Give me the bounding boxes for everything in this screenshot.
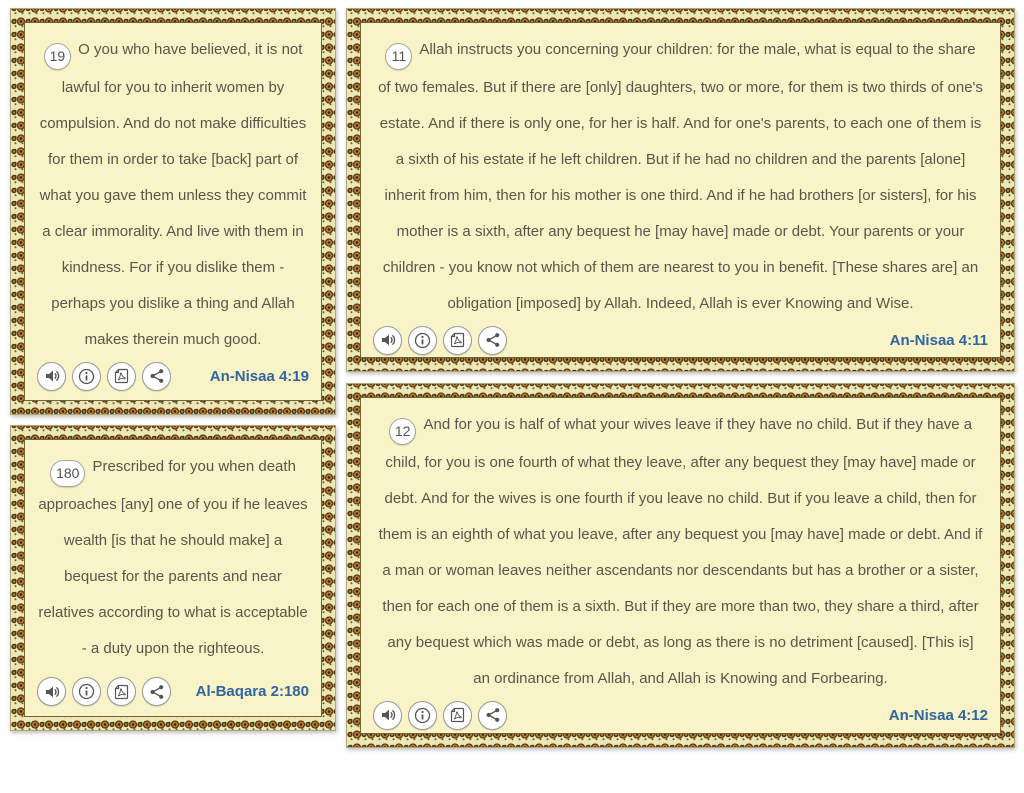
pdf-icon[interactable] [107, 677, 136, 706]
verse-number-badge[interactable]: 11 [385, 43, 412, 70]
info-icon[interactable] [408, 326, 437, 355]
verse-body: Prescribed for you when death approaches [any] one of you if he leaves wealth [is that he should make] a bequest for the parents and near relatives according to what is acceptable - a duty upon the righteous. [38, 458, 308, 657]
pdf-icon[interactable] [107, 362, 136, 391]
pdf-icon[interactable] [443, 326, 472, 355]
card-footer [361, 697, 1000, 740]
share-icon[interactable] [478, 701, 507, 730]
verse-text [361, 398, 1000, 697]
speaker-icon[interactable] [37, 677, 66, 706]
verse-reference-link[interactable]: An-Nisaa 4:12 [888, 706, 988, 724]
verse-card-2-180 [10, 425, 336, 731]
verse-card-inner [360, 397, 1001, 734]
info-icon[interactable] [72, 677, 101, 706]
card-footer [25, 673, 321, 716]
verse-reference-link[interactable]: An-Nisaa 4:19 [209, 367, 309, 385]
speaker-icon[interactable] [37, 362, 66, 391]
card-footer [25, 358, 321, 401]
verse-card-inner [360, 22, 1001, 358]
verse-reference-link[interactable]: Al-Baqara 2:180 [195, 683, 309, 700]
share-icon[interactable] [142, 362, 171, 391]
verse-card-inner [24, 439, 322, 717]
icon-row [373, 326, 507, 355]
share-icon[interactable] [142, 677, 171, 706]
verse-text [25, 440, 321, 667]
icon-row [373, 701, 507, 730]
info-icon[interactable] [408, 701, 437, 730]
verse-card-4-19 [10, 8, 336, 415]
verse-card-inner [24, 22, 322, 401]
verse-reference-link[interactable]: An-Nisaa 4:11 [889, 331, 988, 349]
icon-row [37, 677, 171, 706]
card-footer [361, 322, 1000, 365]
speaker-icon[interactable] [373, 326, 402, 355]
verse-number-badge[interactable]: 180 [50, 460, 85, 487]
verse-card-4-11 [346, 8, 1015, 372]
verse-text [25, 23, 321, 358]
verse-number-badge[interactable]: 12 [389, 418, 417, 445]
verse-body: And for you is half of what your wives leave if they have no child. But if they have a child, for you is one fourth of what they leave, after any bequest they [may have] made or debt. And for the wives is one fourth if you leave no child. But if you leave a child, then for them is an eighth of what you leave, after any bequest you [may have] made or debt. And if a man or woman leaves neither ascendants nor descendants but has a brother or a sister, then for each one of them is a sixth. But if they are more than two, they share a third, after any bequest which was made or debt, as long as there is no detriment [caused]. [This is] an ordinance from Allah, and Allah is Knowing and Forbearing. [378, 416, 983, 687]
verse-card-4-12 [346, 383, 1015, 748]
verse-body: Allah instructs you concerning your children: for the male, what is equal to the share of two females. But if there are [only] daughters, two or more, for them is two thirds of one's estate. And if there is only one, for her is half. And for one's parents, to each one of them is a sixth of his estate if he left children. But if he had no children and the parents [alone] inherit from him, then for his mother is one third. And if he had brothers [or sisters], for his mother is a sixth, after any bequest he [may have] made or debt. Your parents or your children - you know not which of them are nearest to you in benefit. [These shares are] an obligation [imposed] by Allah. Indeed, Allah is ever Knowing and Wise. [378, 41, 983, 312]
icon-row [37, 362, 171, 391]
left-column [10, 8, 336, 731]
pdf-icon[interactable] [443, 701, 472, 730]
right-column [346, 8, 1015, 748]
verse-body: O you who have believed, it is not lawful for you to inherit women by compulsion. And do not make difficulties for them in order to take [back] part of what you gave them unless they commit a clear immorality. And live with them in kindness. For if you dislike them - perhaps you dislike a thing and Allah makes therein much good. [39, 41, 307, 348]
speaker-icon[interactable] [373, 701, 402, 730]
verse-number-badge[interactable]: 19 [44, 43, 72, 70]
verse-text [361, 23, 1000, 322]
info-icon[interactable] [72, 362, 101, 391]
share-icon[interactable] [478, 326, 507, 355]
